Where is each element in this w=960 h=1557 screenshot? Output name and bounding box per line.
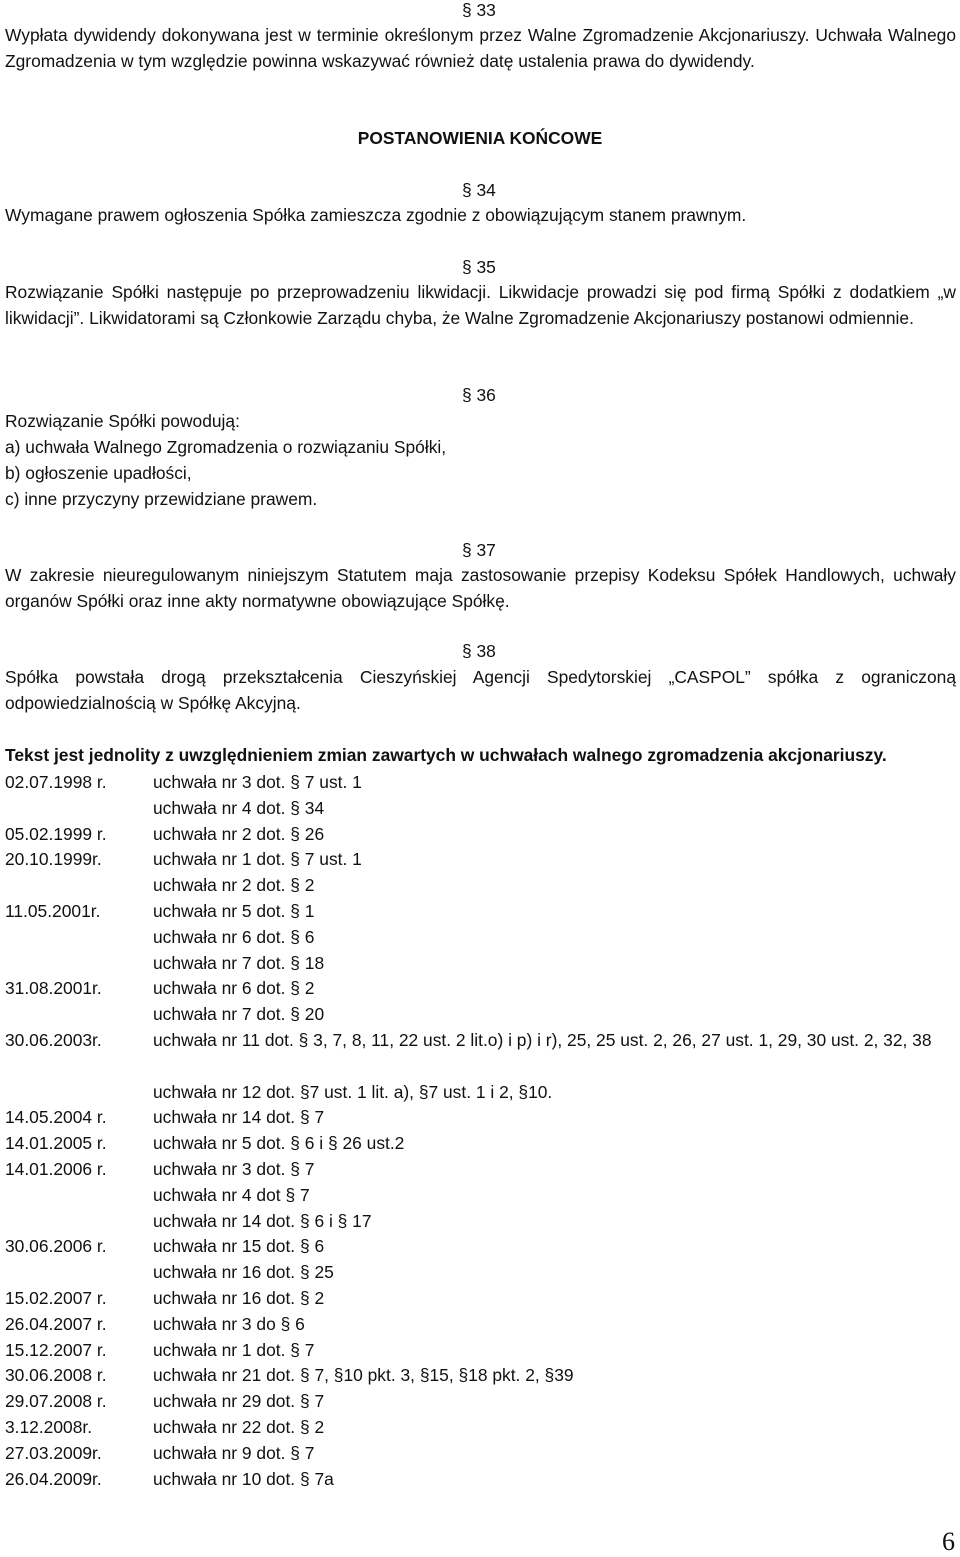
- section-37-text: W zakresie nieuregulowanym niniejszym Statutem maja zastosowanie przepisy Kodeksu Spółek Handlowych, uchwały organów Spółki oraz inne akty normatywne obowiązujące Spółkę.: [5, 565, 956, 611]
- history-resolution: uchwała nr 5 dot. § 6 i § 26 ust.2: [153, 1133, 405, 1154]
- history-row: [5, 1002, 956, 1028]
- history-resolution: uchwała nr 2 dot. § 26: [153, 823, 325, 844]
- history-row: [5, 1260, 956, 1286]
- history-date: 15.02.2007 r.: [5, 1287, 107, 1308]
- section-38-number: § 38: [462, 641, 496, 661]
- section-36-item-b: b) ogłoszenie upadłości,: [5, 463, 192, 483]
- history-row: [5, 1467, 956, 1493]
- history-row: [5, 1338, 956, 1364]
- history-resolution: uchwała nr 1 dot. § 7 ust. 1: [153, 849, 362, 870]
- section-34-text: Wymagane prawem ogłoszenia Spółka zamieszcza zgodnie z obowiązującym stanem prawnym.: [5, 205, 747, 225]
- history-resolution: uchwała nr 16 dot. § 25: [153, 1262, 334, 1283]
- history-resolution: uchwała nr 9 dot. § 7: [153, 1442, 315, 1463]
- history-date: 05.02.1999 r.: [5, 823, 107, 844]
- history-resolution: uchwała nr 6 dot. § 6: [153, 926, 315, 947]
- consolidated-text-note: Tekst jest jednolity z uwzględnieniem zmian zawartych w uchwałach walnego zgromadzenia akcjonariuszy.: [5, 745, 887, 765]
- history-date: 20.10.1999r.: [5, 849, 102, 870]
- history-resolution: uchwała nr 14 dot. § 6 i § 17: [153, 1210, 372, 1231]
- history-resolution: uchwała nr 3 dot. § 7 ust. 1: [153, 772, 362, 792]
- history-resolution: uchwała nr 7 dot. § 18: [153, 952, 325, 973]
- history-date: 26.04.2009r.: [5, 1468, 102, 1489]
- history-date: 15.12.2007 r.: [5, 1339, 107, 1360]
- history-row: [5, 1028, 956, 1080]
- history-date: 02.07.1998 r.: [5, 772, 107, 792]
- history-date: 11.05.2001r.: [5, 900, 101, 921]
- final-provisions-heading: POSTANOWIENIA KOŃCOWE: [357, 128, 603, 148]
- section-36-item-a: a) uchwała Walnego Zgromadzenia o rozwiązaniu Spółki,: [5, 437, 447, 457]
- history-row: [5, 1157, 956, 1183]
- history-row: [5, 1363, 956, 1389]
- history-date: 14.01.2005 r.: [5, 1133, 107, 1154]
- history-row: [5, 1105, 956, 1131]
- history-resolution: uchwała nr 16 dot. § 2: [153, 1287, 325, 1308]
- history-resolution: uchwała nr 4 dot § 7: [153, 1184, 310, 1205]
- history-resolution: uchwała nr 15 dot. § 6: [153, 1236, 325, 1257]
- history-resolution: uchwała nr 1 dot. § 7: [153, 1339, 315, 1360]
- amendment-history-list: [5, 770, 956, 1492]
- history-row: [5, 899, 956, 925]
- history-date: 14.05.2004 r.: [5, 1107, 107, 1128]
- history-resolution: uchwała nr 12 dot. §7 ust. 1 lit. a), §7 ust. 1 i 2, §10.: [153, 1081, 553, 1102]
- history-resolution: uchwała nr 2 dot. § 2: [153, 875, 315, 896]
- history-row: [5, 976, 956, 1002]
- section-37-number: § 37: [462, 540, 496, 560]
- section-36-item-c: c) inne przyczyny przewidziane prawem.: [5, 489, 318, 509]
- history-date: 14.01.2006 r.: [5, 1158, 107, 1179]
- section-35-text: Rozwiązanie Spółki następuje po przeprowadzeniu likwidacji. Likwidacje prowadzi się pod firmą Spółki z dodatkiem „w likwidacji”. Likwidatorami są Członkowie Zarządu chyba, że Walne Zgromadzenie Akcjonariuszy postanowi odmiennie.: [5, 282, 956, 328]
- history-row: [5, 796, 956, 822]
- history-resolution: uchwała nr 6 dot. § 2: [153, 978, 315, 999]
- section-38-text: Spółka powstała drogą przekształcenia Cieszyńskiej Agencji Spedytorskiej „CASPOL” spółka z ograniczoną odpowiedzialnością w Spółkę Akcyjną.: [5, 667, 956, 713]
- history-row: [5, 1312, 956, 1338]
- section-34-number: § 34: [462, 180, 496, 200]
- history-resolution: uchwała nr 29 dot. § 7: [153, 1391, 325, 1412]
- history-row: [5, 1183, 956, 1209]
- history-row: [5, 1286, 956, 1312]
- history-row: [5, 847, 956, 873]
- history-resolution: uchwała nr 21 dot. § 7, §10 pkt. 3, §15, §18 pkt. 2, §39: [153, 1365, 574, 1386]
- section-36-number: § 36: [462, 385, 496, 405]
- history-row: [5, 925, 956, 951]
- history-date: 29.07.2008 r.: [5, 1391, 107, 1412]
- history-row: [5, 1389, 956, 1415]
- history-row: [5, 770, 956, 796]
- history-date: 26.04.2007 r.: [5, 1313, 107, 1334]
- section-35-number: § 35: [462, 257, 496, 277]
- history-resolution: uchwała nr 7 dot. § 20: [153, 1004, 325, 1025]
- section-33-number: § 33: [462, 0, 496, 20]
- history-row: [5, 1080, 956, 1106]
- history-resolution: uchwała nr 4 dot. § 34: [153, 797, 325, 818]
- section-33-text: Wypłata dywidendy dokonywana jest w terminie określonym przez Walne Zgromadzenie Akcjonariuszy. Uchwała Walnego Zgromadzenia w tym względzie powinna wskazywać również datę ustalenia prawa do dywidendy.: [5, 25, 956, 71]
- history-date: 27.03.2009r.: [5, 1442, 102, 1463]
- history-row: [5, 1441, 956, 1467]
- history-date: 30.06.2003r.: [5, 1029, 102, 1050]
- history-resolution: uchwała nr 3 dot. § 7: [153, 1158, 315, 1179]
- history-date: 30.06.2008 r.: [5, 1365, 107, 1386]
- history-resolution: uchwała nr 11 dot. § 3, 7, 8, 11, 22 ust. 2 lit.o) i p) i r), 25, 25 ust. 2, 26, 27 ust. 1, 29, 30 ust. 2, 32, 38: [153, 1029, 932, 1050]
- history-row: [5, 1131, 956, 1157]
- history-row: [5, 822, 956, 848]
- history-date: 31.08.2001r.: [5, 978, 102, 999]
- history-resolution: uchwała nr 22 dot. § 2: [153, 1416, 325, 1437]
- history-row: [5, 873, 956, 899]
- history-date: 3.12.2008r.: [5, 1416, 93, 1437]
- history-resolution: uchwała nr 14 dot. § 7: [153, 1107, 325, 1128]
- history-resolution: uchwała nr 3 do § 6: [153, 1313, 305, 1334]
- history-date: 30.06.2006 r.: [5, 1236, 107, 1257]
- page-number: 6: [942, 1527, 955, 1556]
- history-resolution: uchwała nr 5 dot. § 1: [153, 900, 315, 921]
- section-36-intro: Rozwiązanie Spółki powodują:: [5, 411, 240, 431]
- history-resolution: uchwała nr 10 dot. § 7a: [153, 1468, 334, 1489]
- history-row: [5, 1209, 956, 1235]
- history-row: [5, 1415, 956, 1441]
- history-row: [5, 1234, 956, 1260]
- history-row: [5, 951, 956, 977]
